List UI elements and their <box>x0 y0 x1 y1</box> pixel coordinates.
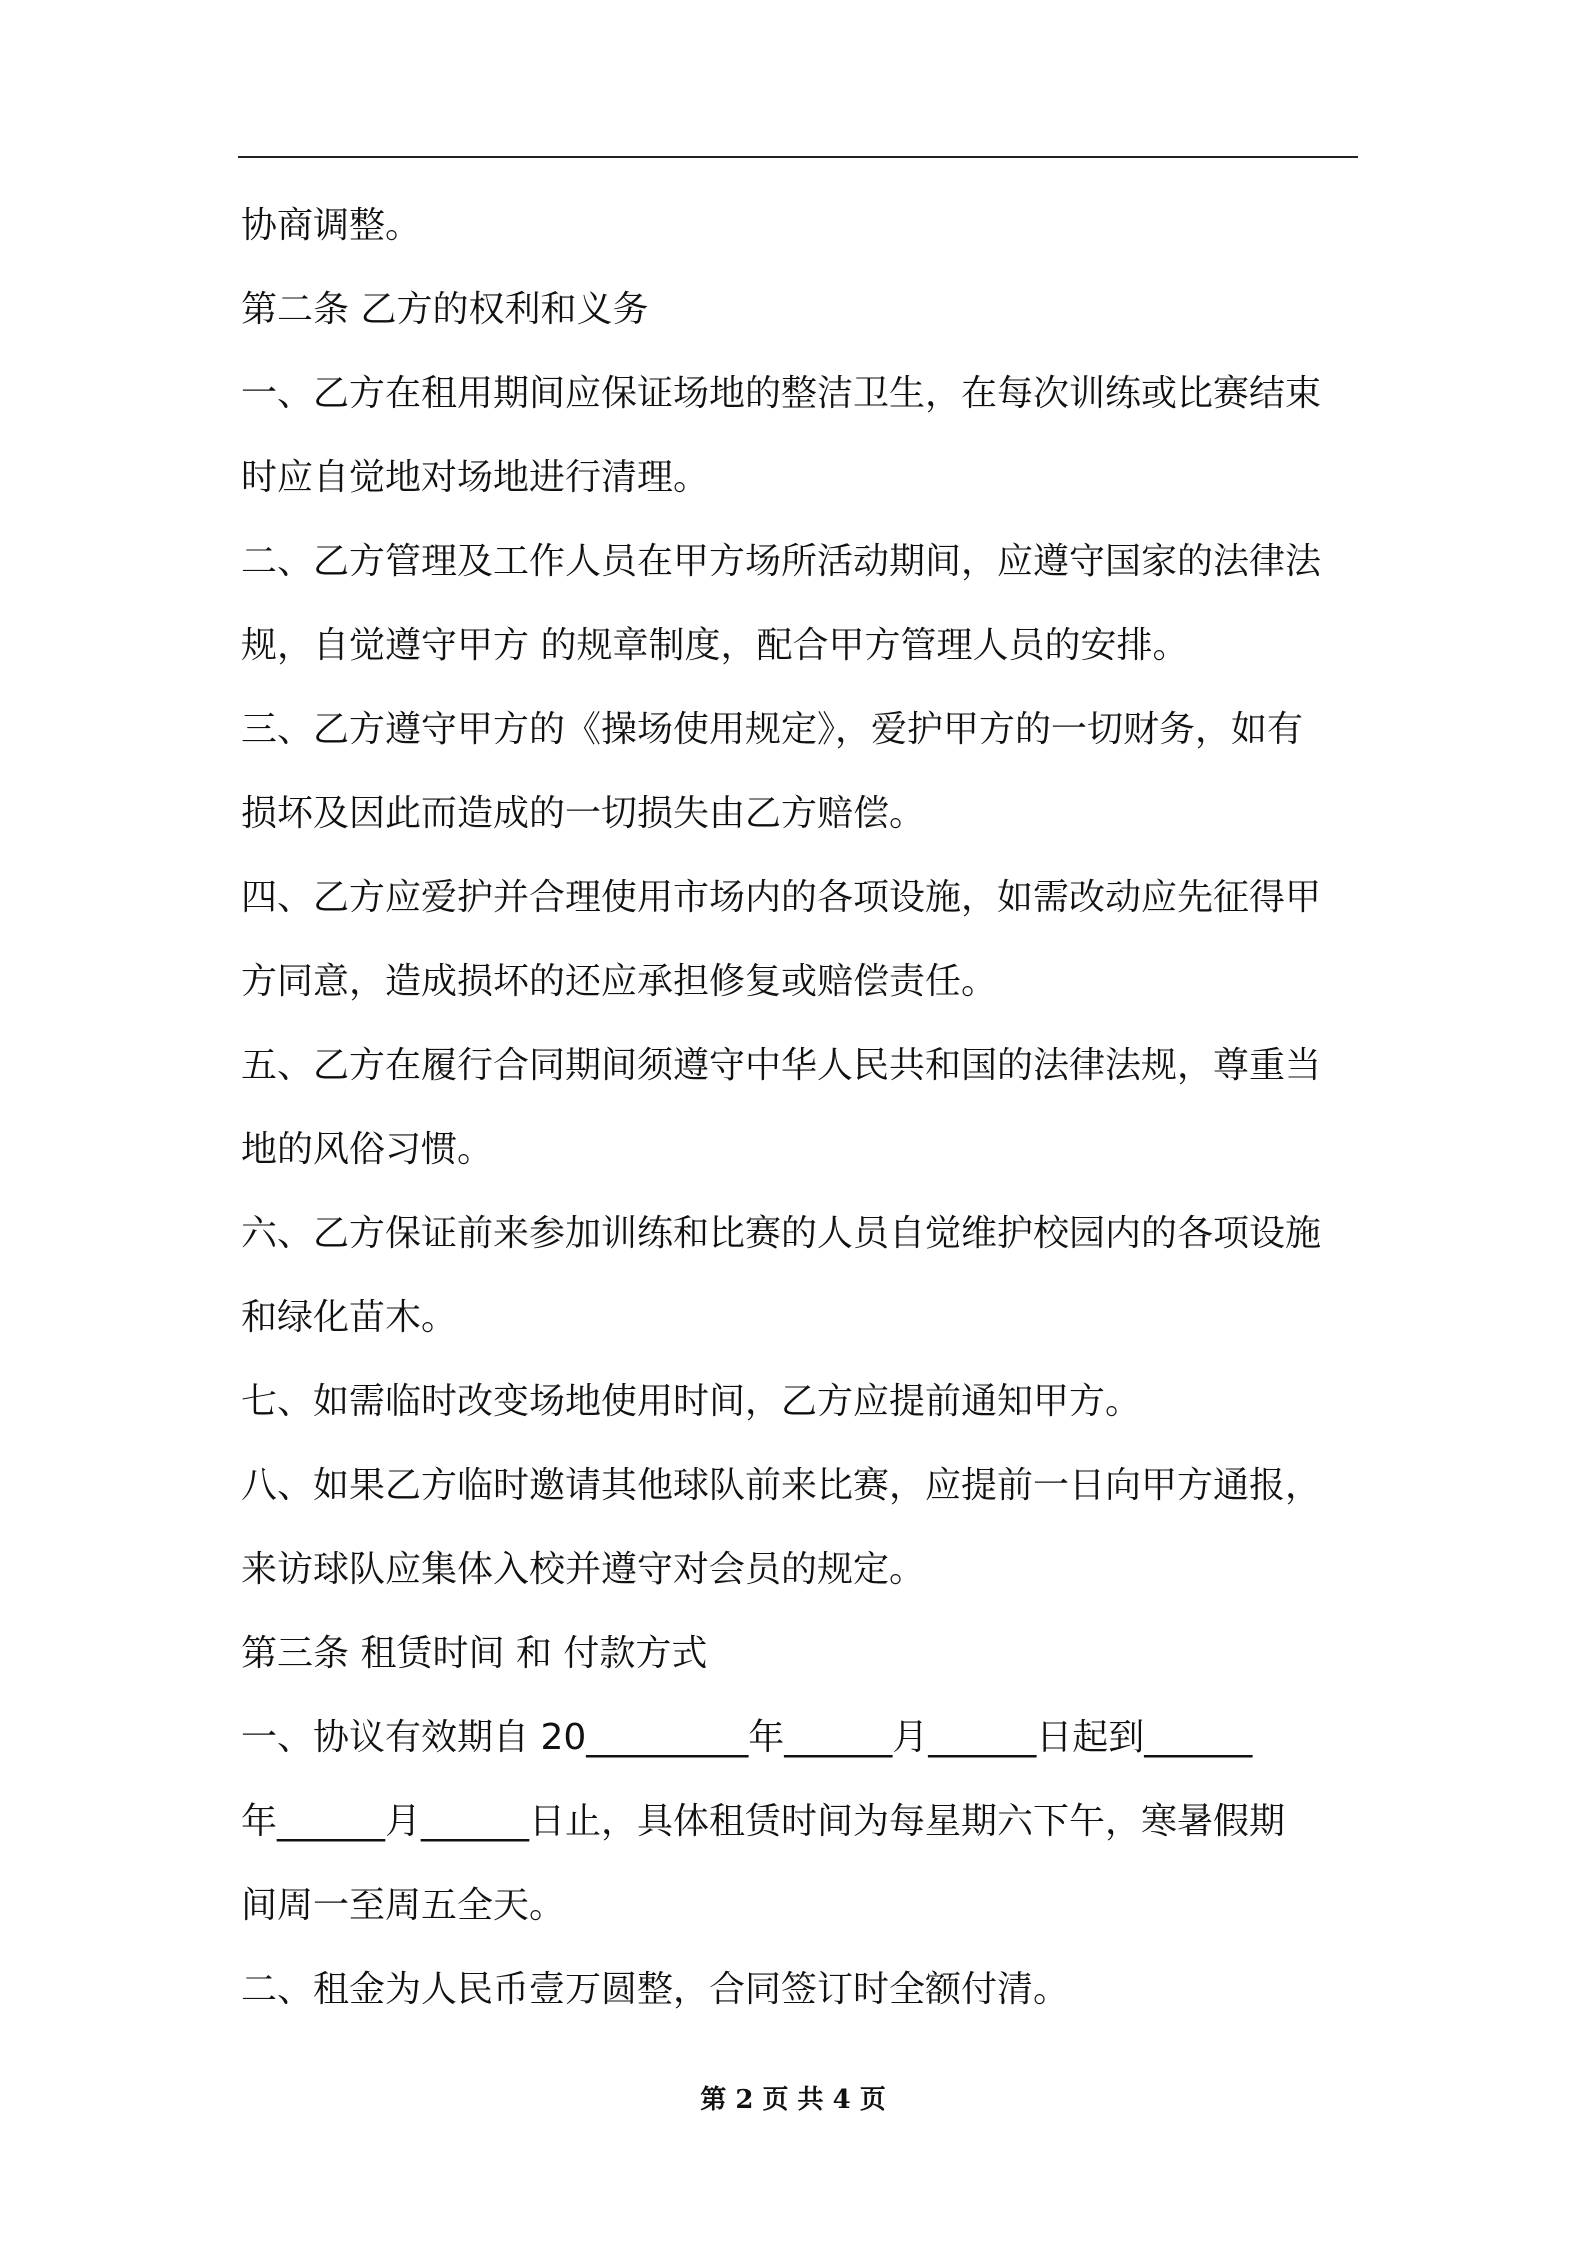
section-heading: 第二条 乙方的权利和义务 <box>241 289 649 330</box>
text-line: 八、如果乙方临时邀请其他球队前来比赛，应提前一日向甲方通报， <box>241 1465 1322 1506</box>
text-line: 来访球队应集体入校并遵守对会员的规定。 <box>241 1549 926 1590</box>
text-line: 方同意，造成损坏的还应承担修复或赔偿责任。 <box>241 961 998 1002</box>
header-rule <box>238 156 1358 158</box>
text-line: 二、乙方管理及工作人员在甲方场所活动期间，应遵守国家的法律法 <box>241 541 1322 582</box>
text-line: 损坏及因此而造成的一切损失由乙方赔偿。 <box>241 793 926 834</box>
text-line: 和绿化苗木。 <box>241 1297 458 1338</box>
text-line: 协商调整。 <box>241 205 422 246</box>
text-line: 六、乙方保证前来参加训练和比赛的人员自觉维护校园内的各项设施 <box>241 1213 1322 1254</box>
text-line: 时应自觉地对场地进行清理。 <box>241 457 710 498</box>
text-line: 一、协议有效期自 20_________年______月______日起到______ <box>241 1717 1253 1758</box>
page-number: 第 2 页 共 4 页 <box>700 2085 886 2115</box>
text-line: 间周一至周五全天。 <box>241 1885 566 1926</box>
text-line: 三、乙方遵守甲方的《操场使用规定》，爱护甲方的一切财务，如有 <box>241 709 1304 750</box>
text-line: 年______月______日止，具体租赁时间为每星期六下午，寒暑假期 <box>241 1801 1286 1842</box>
text-line: 一、乙方在租用期间应保证场地的整洁卫生，在每次训练或比赛结束 <box>241 373 1322 414</box>
text-line: 二、租金为人民币壹万圆整，合同签订时全额付清。 <box>241 1969 1070 2010</box>
text-line: 四、乙方应爱护并合理使用市场内的各项设施，如需改动应先征得甲 <box>241 877 1322 918</box>
text-line: 地的风俗习惯。 <box>241 1129 494 1170</box>
section-heading: 第三条 租赁时间 和 付款方式 <box>241 1633 708 1674</box>
text-line: 五、乙方在履行合同期间须遵守中华人民共和国的法律法规，尊重当 <box>241 1045 1322 1086</box>
text-line: 规，自觉遵守甲方 的规章制度，配合甲方管理人员的安排。 <box>241 625 1189 666</box>
text-line: 七、如需临时改变场地使用时间，乙方应提前通知甲方。 <box>241 1381 1142 1422</box>
